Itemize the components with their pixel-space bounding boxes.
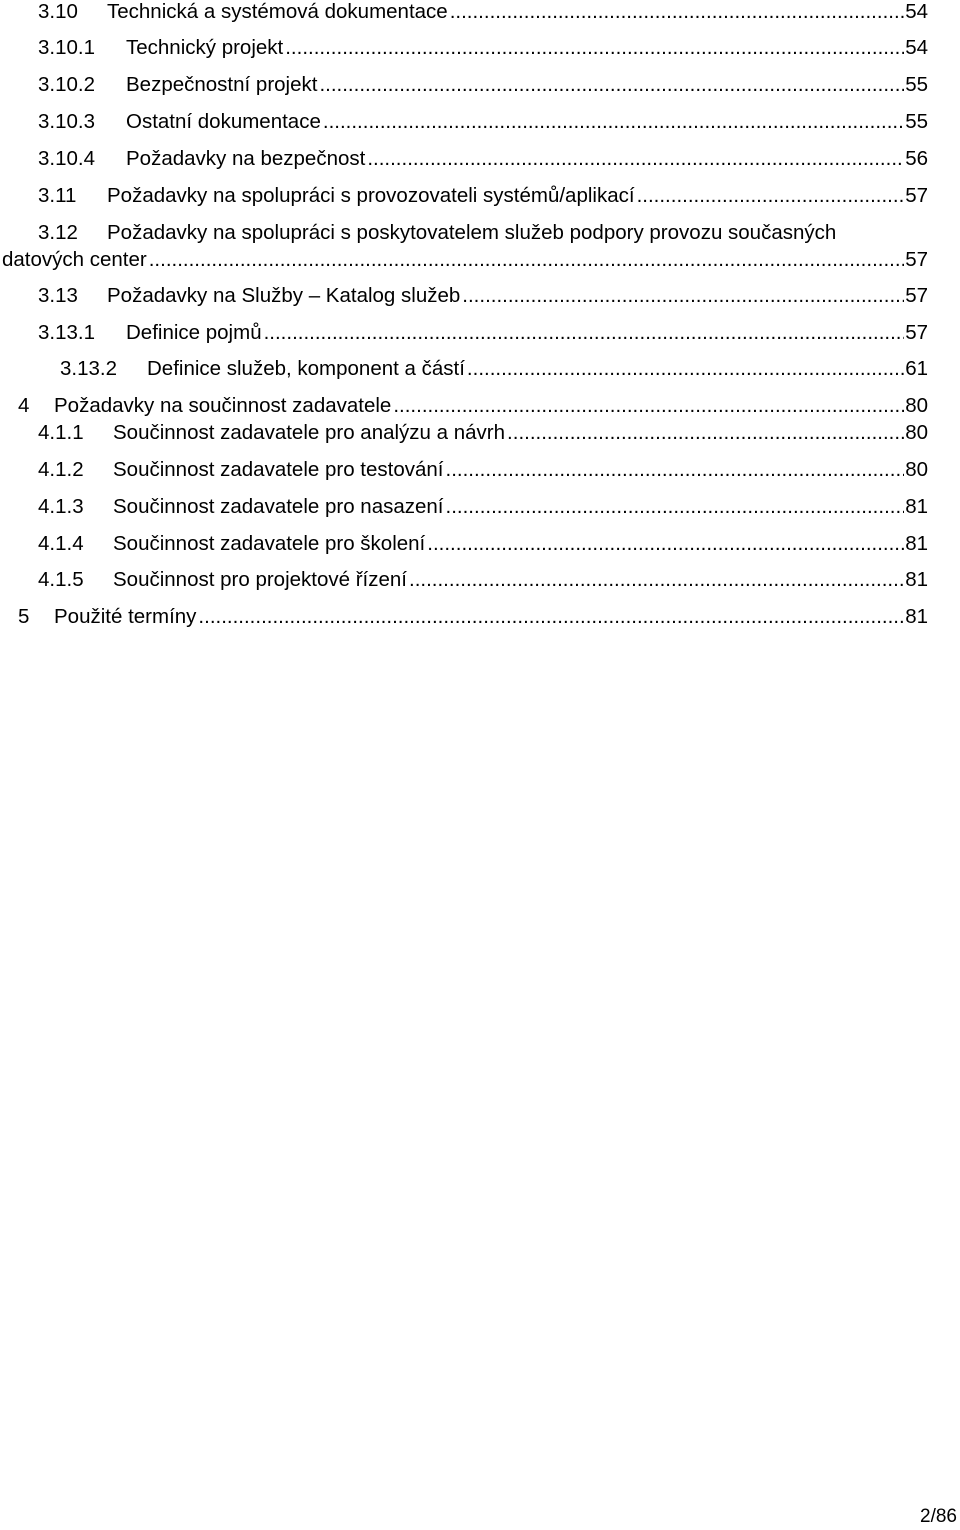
toc-dot-leader [467, 357, 904, 381]
toc-entry-3-13-2[interactable] [0, 357, 928, 381]
toc-entry-3-10-1[interactable] [0, 36, 928, 60]
toc-dot-leader [323, 110, 904, 134]
toc-dot-leader [446, 495, 905, 519]
toc-entry-title: Bezpečnostní projekt [126, 73, 318, 96]
toc-entry-number: 5 [18, 605, 30, 628]
toc-entry-title: Definice pojmů [126, 321, 262, 344]
toc-entry-title: Součinnost pro projektové řízení [113, 568, 407, 591]
toc-entry-3-11[interactable] [0, 184, 928, 208]
toc-entry-page: 56 [905, 147, 928, 170]
toc-entry-title: Ostatní dokumentace [126, 110, 321, 133]
toc-entry-page: 57 [905, 248, 928, 271]
toc-entry-page: 80 [905, 394, 928, 417]
toc-entry-page: 55 [905, 73, 928, 96]
toc-entry-number: 4.1.3 [38, 495, 84, 518]
toc-dot-leader [319, 73, 904, 97]
toc-entry-page: 81 [905, 568, 928, 591]
toc-entry-3-10-3[interactable] [0, 110, 928, 134]
toc-dot-leader [637, 184, 905, 208]
toc-entry-number: 3.13 [38, 284, 78, 307]
toc-entry-5[interactable] [0, 605, 928, 629]
toc-entry-title: Součinnost zadavatele pro nasazení [113, 495, 444, 518]
toc-entry-title-line2: datových center [2, 248, 147, 271]
toc-entry-number: 4.1.2 [38, 458, 84, 481]
toc-entry-3-10-4[interactable] [0, 147, 928, 171]
toc-dot-leader [462, 284, 904, 308]
toc-dot-leader [409, 568, 904, 592]
toc-entry-4-1-1[interactable] [0, 421, 928, 445]
toc-entry-number: 4 [18, 394, 30, 417]
toc-dot-leader [507, 421, 904, 445]
toc-entry-number: 3.12 [38, 221, 78, 244]
toc-entry-3-13-1[interactable] [0, 321, 928, 345]
toc-entry-page: 55 [905, 110, 928, 133]
toc-entry-4-1-4[interactable] [0, 532, 928, 556]
toc-entry-number: 3.10.3 [38, 110, 95, 133]
toc-dot-leader [427, 532, 904, 556]
toc-dot-leader [285, 36, 904, 60]
toc-entry-4[interactable] [0, 394, 928, 418]
toc-entry-page: 81 [905, 605, 928, 628]
toc-entry-number: 3.13.2 [60, 357, 117, 380]
toc-entry-3-10-2[interactable] [0, 73, 928, 97]
page-number-indicator: 2/86 [920, 1506, 957, 1527]
toc-dot-leader [264, 321, 905, 345]
toc-entry-number: 3.10 [38, 0, 78, 23]
toc-entry-page: 80 [905, 458, 928, 481]
toc-entry-title: Technická a systémová dokumentace [107, 0, 448, 23]
toc-entry-number: 4.1.1 [38, 421, 84, 444]
toc-dot-leader [446, 458, 905, 482]
toc-entry-title: Požadavky na Služby – Katalog služeb [107, 284, 461, 307]
toc-entry-4-1-2[interactable] [0, 458, 928, 482]
toc-entry-number: 4.1.5 [38, 568, 84, 591]
toc-entry-page: 57 [905, 184, 928, 207]
toc-entry-title: Použité termíny [54, 605, 197, 628]
toc-entry-page: 54 [905, 0, 928, 23]
toc-entry-page: 81 [905, 532, 928, 555]
toc-entry-number: 3.10.1 [38, 36, 95, 59]
toc-entry-title: Součinnost zadavatele pro testování [113, 458, 444, 481]
toc-entry-4-1-3[interactable] [0, 495, 928, 519]
toc-entry-page: 81 [905, 495, 928, 518]
toc-entry-page: 57 [905, 321, 928, 344]
toc-entry-title-line1: Požadavky na spolupráci s poskytovatelem služeb podpory provozu současných [107, 221, 837, 244]
toc-entry-number: 3.13.1 [38, 321, 95, 344]
toc-dot-leader [393, 394, 904, 418]
toc-entry-3-10[interactable] [0, 0, 928, 24]
toc-entry-title: Definice služeb, komponent a částí [147, 357, 465, 380]
toc-entry-3-12[interactable] [0, 221, 928, 272]
toc-entry-page: 61 [905, 357, 928, 380]
toc-entry-number: 3.10.4 [38, 147, 95, 170]
toc-entry-3-13[interactable] [0, 284, 928, 308]
toc-dot-leader [450, 0, 904, 24]
toc-entry-title: Požadavky na spolupráci s provozovateli systémů/aplikací [107, 184, 635, 207]
toc-entry-title: Součinnost zadavatele pro analýzu a návrh [113, 421, 506, 444]
toc-dot-leader [367, 147, 904, 171]
toc-dot-leader [149, 248, 904, 272]
toc-entry-page: 80 [905, 421, 928, 444]
toc-entry-number: 3.11 [38, 184, 77, 207]
toc-entry-page: 54 [905, 36, 928, 59]
toc-dot-leader [198, 605, 904, 629]
toc-entry-number: 4.1.4 [38, 532, 84, 555]
toc-entry-number: 3.10.2 [38, 73, 95, 96]
toc-entry-title: Požadavky na bezpečnost [126, 147, 366, 170]
toc-entry-page: 57 [905, 284, 928, 307]
toc-entry-title: Technický projekt [126, 36, 284, 59]
toc-entry-title: Součinnost zadavatele pro školení [113, 532, 426, 555]
toc-entry-4-1-5[interactable] [0, 568, 928, 592]
toc-entry-title: Požadavky na součinnost zadavatele [54, 394, 392, 417]
